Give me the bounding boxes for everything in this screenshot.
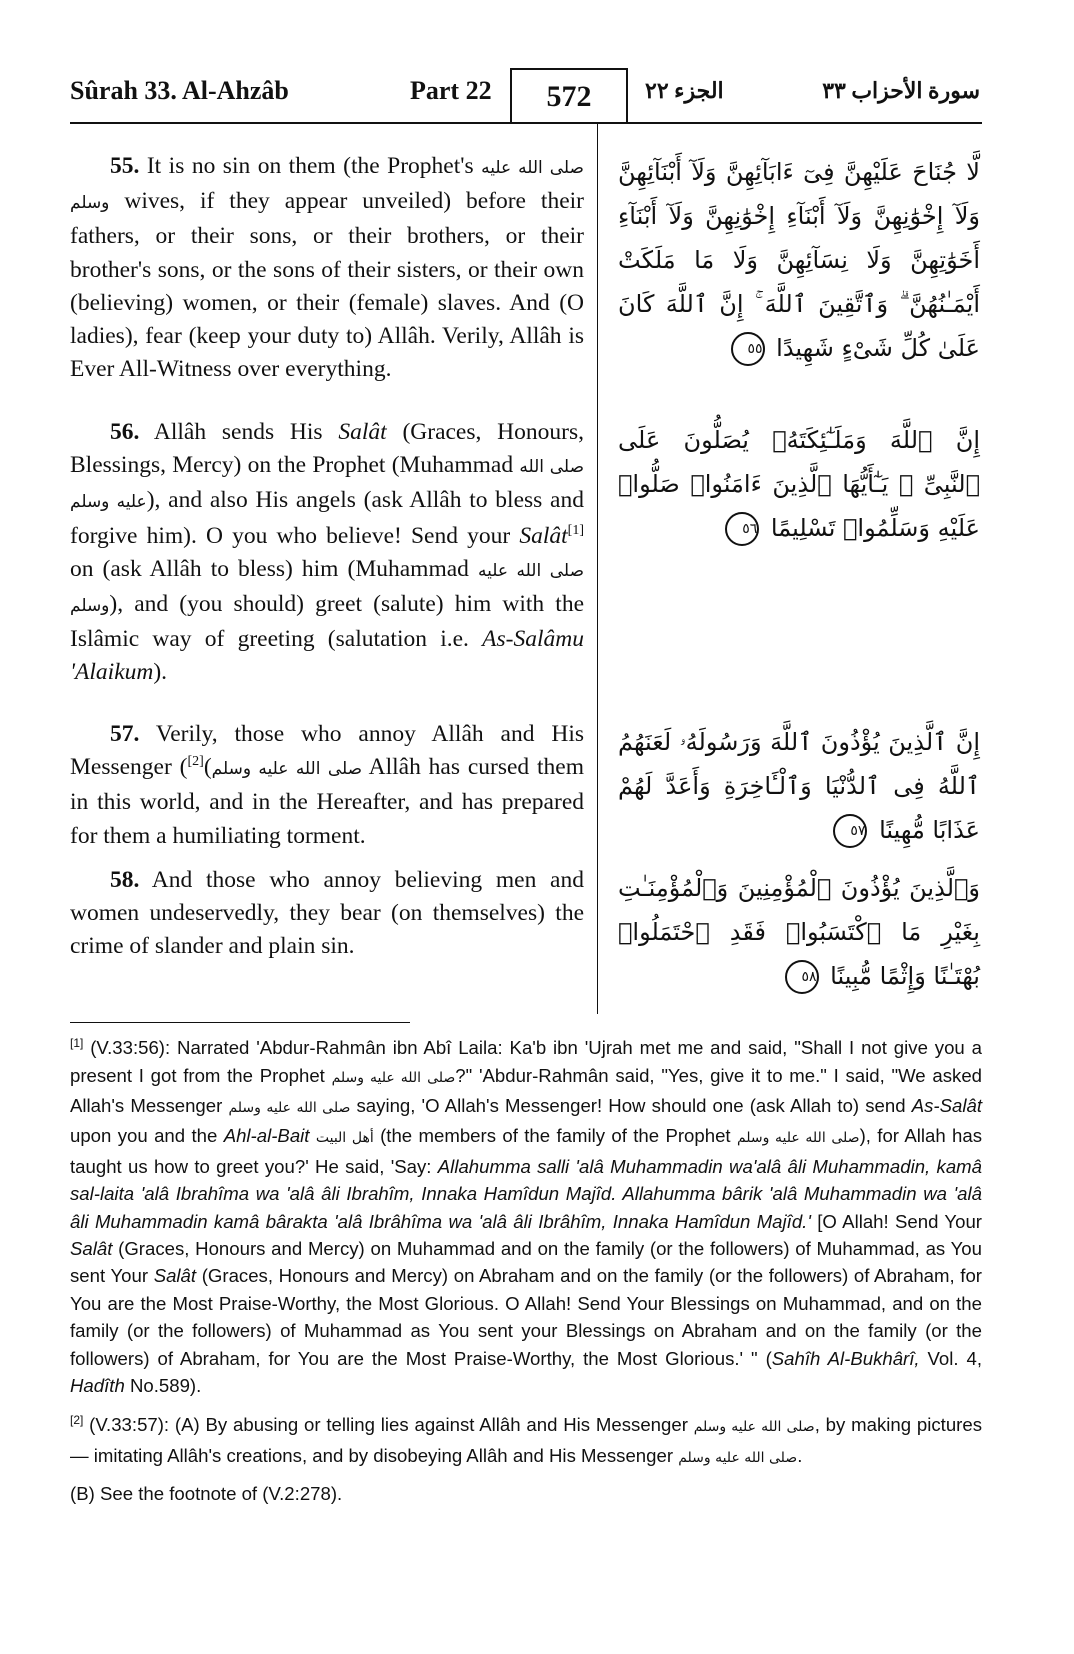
verse-text: wives, if they appear unveiled) before their fathers, or their sons, or their brothers, or their brother's sons, or the sons of their sisters, or their own (believing) women, or their (female) slaves. And (O ladies), fear (keep your duty to) Allâh. Verily, Allâh is Ever All-Witness over everything. bbox=[70, 188, 584, 383]
arabic-surah-title: سورة الأحزاب ٣٣ bbox=[822, 78, 980, 103]
italic-term: Salât bbox=[153, 1265, 197, 1287]
italic-term: As-Salât bbox=[911, 1095, 982, 1116]
verse-text: on (ask Allâh to bless) him (Muhammad bbox=[70, 555, 478, 582]
ayah-number-marker: ٥٨ bbox=[785, 960, 819, 994]
ayah-number-marker: ٥٧ bbox=[833, 814, 867, 848]
footnote-text: No.589). bbox=[124, 1375, 202, 1397]
footnotes bbox=[70, 1030, 982, 1516]
footnote-2 bbox=[70, 1407, 982, 1472]
footnote-ref[interactable]: [1] bbox=[567, 522, 584, 538]
arabic-text: وَٱلَّذِينَ يُؤْذُونَ ٱلْمُؤْمِنِينَ وَٱلْمُؤْمِنَـٰتِ بِغَيْرِ مَا ٱكْتَسَبُوا۟ فَقَدِ ٱحْتَمَلُوا۟ بُهْتَـٰنًا وَإِثْمًا مُّبِينًا bbox=[618, 874, 980, 990]
verse-55-translation bbox=[70, 150, 584, 386]
honorific-arabic: صلى الله عليه وسلم bbox=[228, 1100, 351, 1116]
verse-number: 57. bbox=[110, 721, 140, 747]
footnote-text: [O Allah! Send Your bbox=[810, 1210, 983, 1232]
arabic-text: إِنَّ ٱلَّذِينَ يُؤْذُونَ ٱللَّهَ وَرَسُولَهُۥ لَعَنَهُمُ ٱللَّهُ فِى ٱلدُّنْيَا وَٱلْـَٔاخِرَةِ وَأَعَدَّ لَهُمْ عَذَابًا مُّهِينًا bbox=[618, 728, 980, 844]
ayah-number-marker: ٥٥ bbox=[731, 332, 765, 366]
footnote-text: , by making pictures — imitating Allâh's creations, and by disobeying Allâh and His Messenger bbox=[70, 1414, 982, 1467]
footnote-text: upon you and the bbox=[70, 1125, 224, 1147]
arabic-part-label: الجزء ٢٢ bbox=[645, 78, 724, 103]
italic-term: Sahîh Al-Bukhârî, bbox=[771, 1347, 920, 1369]
part-label: Part 22 bbox=[410, 76, 492, 105]
page-number: 572 bbox=[510, 68, 628, 122]
footnote-marker: [2] bbox=[70, 1413, 84, 1428]
verse-number: 55. bbox=[110, 153, 140, 179]
footnote-text: Vol. 4, bbox=[919, 1347, 982, 1369]
arabic-verse-58 bbox=[618, 866, 980, 998]
italic-term: Salât bbox=[70, 1238, 113, 1260]
honorific-arabic: صلى الله عليه وسلم bbox=[331, 1069, 456, 1086]
footnote-2b: (B) See the footnote of (V.2:278). bbox=[70, 1483, 343, 1505]
footnote-text: (V.33:56): Narrated 'Abdur-Rahmân ibn Abî Laila: Ka'b ibn 'Ujrah met me and said, "Shall I not give you a present I got from the Prophet bbox=[70, 1037, 982, 1086]
footnote-marker: [1] bbox=[70, 1036, 84, 1050]
verse-text: Allâh has cursed them in this world, and in the Hereafter, and has prepared for them a humiliating torment. bbox=[70, 754, 584, 849]
honorific-arabic: صلى الله عليه وسلم bbox=[70, 158, 584, 214]
verse-number: 56. bbox=[110, 419, 140, 445]
footnote-text: (Graces, Honours and Mercy) on Muhammad and on the family (or the followers) of Muhammad, as You sent Your bbox=[70, 1238, 982, 1287]
arabic-text: إِنَّ ٱللَّهَ وَمَلَـٰٓئِكَتَهُۥ يُصَلُّونَ عَلَى ٱلنَّبِىِّ ۚ يَـٰٓأَيُّهَا ٱلَّذِينَ ءَامَنُوا۟ صَلُّوا۟ عَلَيْهِ وَسَلِّمُوا۟ تَسْلِيمًا bbox=[618, 426, 980, 542]
surah-title: Sûrah 33. Al-Ahzâb bbox=[70, 76, 289, 105]
verse-text: And those who annoy believing men and women undeservedly, they bear (on themselves) the crime of slander and plain sin. bbox=[70, 867, 584, 960]
arabic-verse-56 bbox=[618, 418, 980, 550]
italic-term: As-Salâmu 'Alaikum bbox=[70, 626, 584, 686]
footnote-ref[interactable]: [2] bbox=[187, 754, 204, 770]
verse-text: ). bbox=[153, 659, 168, 686]
honorific-arabic: صلى الله عليه وسلم bbox=[678, 1450, 798, 1467]
header-rule bbox=[70, 122, 982, 124]
italic-term: Hadîth bbox=[70, 1375, 125, 1397]
verse-56-translation bbox=[70, 416, 584, 690]
verse-text: (Graces, Honours, Blessings, Mercy) on the Prophet (Muhammad bbox=[70, 419, 584, 479]
honorific-arabic: صلى الله عليه وسلم bbox=[70, 457, 584, 513]
honorific-arabic: صلى الله عليه وسلم bbox=[736, 1130, 860, 1147]
arabic-verse-57 bbox=[618, 720, 980, 852]
footnote-text: (Graces, Honours and Mercy) on Abraham and on the family (or the followers) of Abraham, for You are the Most Praise-Worthy, the Most Glorious. O Allah! Send Your Blessings on Muhammad, and on the family (or the followers) of Muhammad as You sent your Blessings on Abraham and on the family (or the followers) of Abraham, for You are the Most Praise-Worthy, the Most Glorious.' " ( bbox=[70, 1265, 983, 1369]
footnote-1 bbox=[70, 1030, 982, 1399]
italic-term: Allahumma salli 'alâ Muhammadin wa'alâ âli Muhammadin, kamâ sal-laita 'alâ Ibrahîma wa 'alâ âli Ibrahîm, Innaka Hamîdun Majîd. Allahumma bârik 'alâ Muhammadin wa 'alâ âli Muhammadin kamâ bârakta 'alâ Ibrâhîma wa 'alâ âli Ibrâhîm, Innaka Hamîdun Majîd.' bbox=[70, 1155, 982, 1232]
italic-term: Ahl-al-Bait bbox=[223, 1125, 310, 1147]
verse-number: 58. bbox=[110, 867, 140, 893]
ayah-number-marker: ٥٦ bbox=[725, 512, 759, 546]
verse-text: ), and (you should) greet (salute) him with the Islâmic way of greeting (salutation i.e. bbox=[70, 591, 584, 653]
footnote-text: (V.33:57): (A) By abusing or telling lies against Allâh and His Messenger bbox=[83, 1414, 694, 1436]
verse-text: It is no sin on them (the Prophet's bbox=[139, 153, 482, 179]
footnote-text: ?" 'Abdur-Rahmân said, "Yes, give it to me." I said, "We asked Allah's Messenger bbox=[70, 1064, 982, 1116]
footnote-rule bbox=[70, 1022, 410, 1023]
italic-term: Salât bbox=[519, 522, 568, 549]
verse-text: Verily, those who annoy Allâh and His Messenger ( bbox=[70, 721, 584, 781]
arabic-text: لَّا جُنَاحَ عَلَيْهِنَّ فِىٓ ءَابَآئِهِنَّ وَلَآ أَبْنَآئِهِنَّ وَلَآ إِخْوَٰنِهِنَّ وَلَآ أَبْنَآءِ إِخْوَٰنِهِنَّ وَلَآ أَبْنَآءِ أَخَوَٰتِهِنَّ وَلَا نِسَآئِهِنَّ وَلَا مَا مَلَكَتْ أَيْمَـٰنُهُنَّ ۗ وَٱتَّقِينَ ٱللَّهَ ۚ إِنَّ ٱللَّهَ كَانَ عَلَىٰ كُلِّ شَىْءٍ شَهِيدًا bbox=[618, 158, 980, 362]
arabic-verse-55 bbox=[618, 150, 980, 370]
italic-term: Salât bbox=[338, 419, 387, 445]
verse-58-translation bbox=[70, 864, 584, 964]
footnote-text: ), for Allah has taught us how to greet you?' He said, 'Say: bbox=[70, 1125, 983, 1177]
column-divider bbox=[597, 124, 598, 1014]
footnote-text: . bbox=[797, 1445, 803, 1467]
honorific-arabic: صلى الله عليه وسلم bbox=[693, 1419, 815, 1436]
verse-text: ), and also His angels (ask Allâh to bless and forgive him). O you who believe! Send your bbox=[70, 487, 584, 549]
honorific-arabic: صلى الله عليه وسلم bbox=[211, 759, 363, 780]
honorific-arabic: صلى الله عليه وسلم bbox=[70, 560, 584, 617]
page-header bbox=[70, 68, 980, 124]
footnote-text: (the members of the family of the Prophet bbox=[373, 1125, 737, 1147]
footnote-text: saying, 'O Allah's Messenger! How should one (ask Allah to) send bbox=[350, 1095, 912, 1116]
verse-text: Allâh sends His bbox=[139, 419, 339, 445]
verse-text: ) bbox=[203, 754, 212, 781]
arabic-term: أهل البيت bbox=[315, 1130, 374, 1147]
verse-57-translation bbox=[70, 718, 584, 853]
